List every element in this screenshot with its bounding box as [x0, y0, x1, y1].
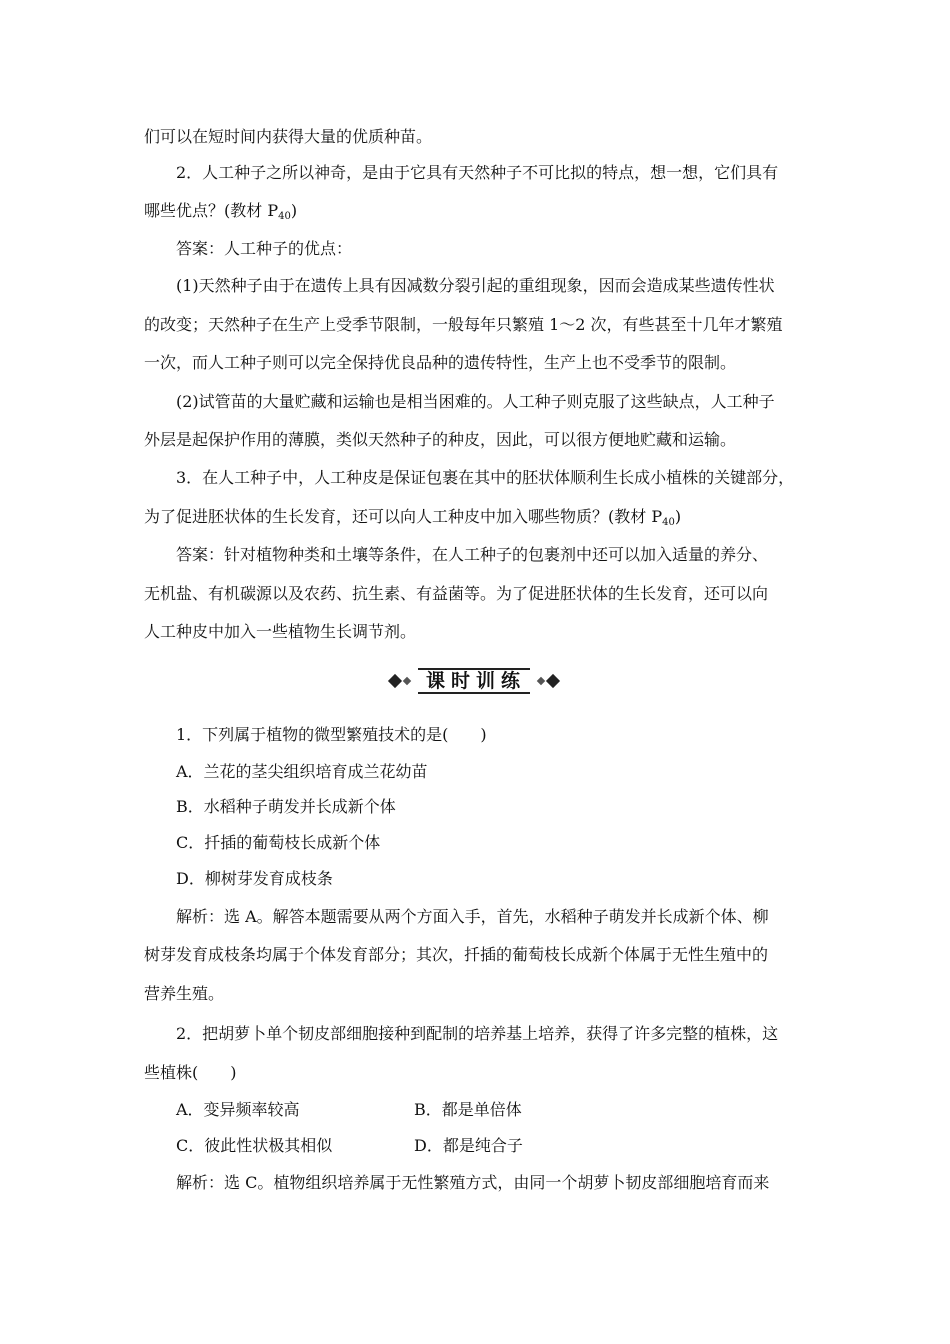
- text-line: [144, 507, 681, 533]
- page-subscript: 40: [662, 517, 675, 528]
- option-c: C．彼此性状极其相似: [176, 1136, 333, 1155]
- text-line: [144, 201, 297, 227]
- text-line: 们可以在短时间内获得大量的优质种苗。: [144, 127, 433, 146]
- explanation: 营养生殖。: [144, 984, 225, 1003]
- question-2-stem: 2．把胡萝卜单个韧皮部细胞接种到配制的培养基上培养，获得了许多完整的植株，这: [176, 1024, 779, 1043]
- question-1-stem: 1．下列属于植物的微型繁殖技术的是( ): [176, 725, 487, 744]
- option-a: A．变异频率较高: [176, 1100, 300, 1119]
- diamond-icon: [546, 674, 560, 688]
- section-banner: [390, 666, 558, 696]
- text-line: 人工种皮中加入一些植物生长调节剂。: [144, 622, 417, 641]
- text-line: 无机盐、有机碳源以及农药、抗生素、有益菌等。为了促进胚状体的生长发育，还可以向: [144, 584, 769, 603]
- answer-label: 答案：人工种子的优点：: [176, 239, 353, 258]
- text-span: 哪些优点？(教材 P: [144, 201, 279, 220]
- page-subscript: 40: [278, 211, 291, 222]
- text-line: 的改变；天然种子在生产上受季节限制，一般每年只繁殖 1～2 次，有些甚至十几年才繁殖: [144, 315, 783, 334]
- option-d: D．都是纯合子: [414, 1136, 523, 1155]
- text-line: 一次，而人工种子则可以完全保持优良品种的遗传特性，生产上也不受季节的限制。: [144, 353, 737, 372]
- option-d: D．柳树芽发育成枝条: [176, 869, 333, 888]
- text-span: ): [674, 507, 682, 526]
- text-line: (2)试管苗的大量贮藏和运输也是相当困难的。人工种子则克服了这些缺点，人工种子: [176, 392, 775, 411]
- question-2: 2．人工种子之所以神奇，是由于它具有天然种子不可比拟的特点，想一想，它们具有: [176, 163, 779, 182]
- option-b: B．都是单倍体: [414, 1100, 522, 1119]
- option-a: A．兰花的茎尖组织培育成兰花幼苗: [176, 762, 428, 781]
- diamond-icon: [388, 674, 402, 688]
- option-c: C．扦插的葡萄枝长成新个体: [176, 833, 381, 852]
- diamond-icon: [537, 677, 545, 685]
- explanation: 树芽发育成枝条均属于个体发育部分；其次，扦插的葡萄枝长成新个体属于无性生殖中的: [144, 945, 769, 964]
- explanation: 解析：选 C。植物组织培养属于无性繁殖方式，由同一个胡萝卜韧皮部细胞培育而来: [176, 1173, 770, 1192]
- text-line: 外层是起保护作用的薄膜，类似天然种子的种皮，因此，可以很方便地贮藏和运输。: [144, 430, 737, 449]
- diamond-icon: [403, 677, 411, 685]
- question-2-stem: 些植株( ): [144, 1063, 237, 1082]
- text-line: (1)天然种子由于在遗传上具有因减数分裂引起的重组现象，因而会造成某些遗传性状: [176, 276, 775, 295]
- option-b: B．水稻种子萌发并长成新个体: [176, 797, 396, 816]
- answer-label: 答案：针对植物种类和土壤等条件，在人工种子的包裹剂中还可以加入适量的养分、: [176, 545, 769, 564]
- text-span: ): [290, 201, 298, 220]
- question-3: 3．在人工种子中，人工种皮是保证包裹在其中的胚状体顺利生长成小植株的关键部分，: [176, 468, 795, 487]
- explanation: 解析：选 A。解答本题需要从两个方面入手，首先，水稻种子萌发并长成新个体、柳: [176, 907, 769, 926]
- section-title: 课时训练: [418, 668, 530, 694]
- text-span: 为了促进胚状体的生长发育，还可以向人工种皮中加入哪些物质？(教材 P: [144, 507, 663, 526]
